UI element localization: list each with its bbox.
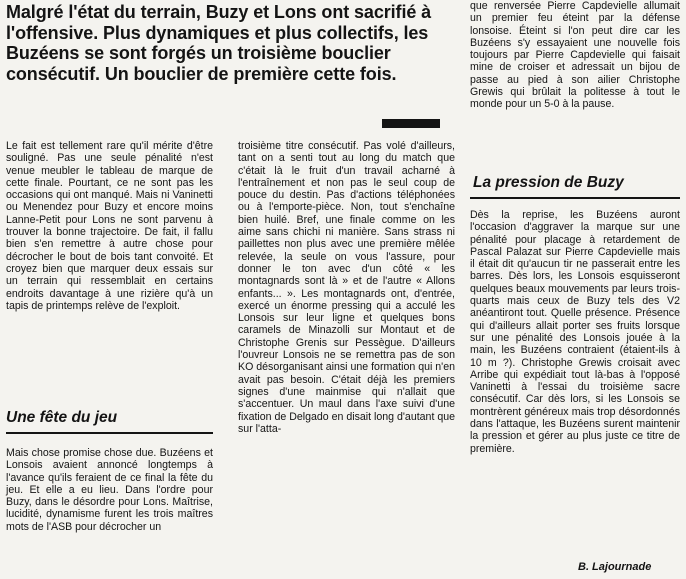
paragraph: que renversée Pierre Capdevielle allumait un premier feu éteint par la défense lonsoise. Éteint si l'on peut dire car les Buzéens s'y essayaient une nouvelle fois toujours par Pierre Capdevielle qui faisait mine de croiser et adressait un bijou de passe au pied à son ailier Christophe Grewis qui brûlait la politesse à tout le monde pour un 5-0 à la pause. — [470, 0, 680, 111]
column-1-part-1 — [6, 140, 213, 312]
column-3-part-1 — [470, 0, 680, 111]
subheading-rule — [470, 197, 680, 199]
subheading-pression-de-buzy: La pression de Buzy — [473, 174, 624, 191]
column-1-part-2 — [6, 447, 213, 533]
paragraph: Mais chose promise chose due. Buzéens et Lonsois avaient annoncé longtemps à l'avance qu'ils feraient de ce final la fête du jeu. Et elle a eu lieu. Dans l'ordre pour Buzy, dans le désordre pour Lons. Maîtrise, lucidité, dynamisme furent les trois maîtres mots de l'ASB pour décrocher un — [6, 447, 213, 533]
subheading-fete-du-jeu: Une fête du jeu — [6, 409, 118, 426]
paragraph: Dès la reprise, les Buzéens auront l'occasion d'aggraver la marque sur une pénalité pour placage à retardement de Pascal Palazat sur Pierre Capdevielle mais il était dit qu'aucun tir ne passerait entre les barres. Dès lors, les Lonsois esquisseront quelques beaux mouvements par leurs trois-quarts mais ceux de Buzy tels des V2 anéantiront tout. Quelle présence. Présence qui d'ailleurs allait porter ses fruits lorsque sur une pénalité des Lonsois jouée à la main, les Buzéens contraient (étaient-ils à 10 m ?). Christophe Grewis croisait avec Arribe qui expédiait tout là-bas à l'opposé Vaninetti à l'essai du troisième sacre consécutif. Car dès lors, si les Lonsois se montrèrent généreux mais trop désordonnés dans l'attaque, les Buzéens surent maintenir la pression et gérer au plus juste ce titre de première. — [470, 209, 680, 455]
column-3-part-2 — [470, 209, 680, 455]
separator-bar — [382, 119, 440, 128]
article-lead: Malgré l'état du terrain, Buzy et Lons ont sacrifié à l'offensive. Plus dynamiques et plus collectifs, les Buzéens se sont forgés un troisième bouclier consécutif. Un bouclier de première cette fois. — [6, 2, 432, 84]
subheading-rule — [6, 432, 213, 434]
paragraph: Le fait est tellement rare qu'il mérite d'être souligné. Pas une seule pénalité n'est venue meubler le tableau de marque de cette finale. Pourtant, ce ne sont pas les occasions qui ont manqué. Mais ni Vaninetti ou Menendez pour Buzy et encore moins Lanne-Petit pour Lons ne sont parvenu à trouver la bonne trajectoire. De fait, il fallu bien s'en remettre à autre chose pour décrocher le bout de bois tant convoité. Et croyez bien que marquer deux essais sur un terrain qui ressemblait en certains endroits davantage à une rizière qu'à un tapis de printemps relève de l'exploit. — [6, 140, 213, 312]
column-2 — [238, 140, 455, 435]
byline: B. Lajournade — [578, 561, 652, 573]
paragraph: troisième titre consécutif. Pas volé d'ailleurs, tant on a senti tout au long du match que c'était là le fruit d'un travail acharné à l'entraînement et non pas le seul coup de pouce du destin. Pas d'actions téléphonées ou à l'emporte-pièce. Non, tout s'enchaîne bien huilé. Bref, une finale comme on les aime sans chichi ni manière. Sans strass ni paillettes non plus avec une première mêlée relevée, la seule on vous l'assure, pour donner le ton avec d'un côté « les montagnards sont là » et de l'autre « Allons enfants... ». Les montagnards ont, d'entrée, exercé un énorme pressing qui a acculé les Lonsois sur leur ligne et quelques bons caramels de Minazolli sur Montaut et de Christophe Grenis sur Pessègue. D'ailleurs l'ouvreur Lonsois ne se remettra pas de son KO désorganisant ainsi une formation qui n'en avait pas besoin. C'était déjà les premiers signes d'une mainmise qui n'allait que s'accentuer. Un maul dans l'axe suivi d'une fixation de Delgado en disait long d'autant que sur l'atta- — [238, 140, 456, 435]
